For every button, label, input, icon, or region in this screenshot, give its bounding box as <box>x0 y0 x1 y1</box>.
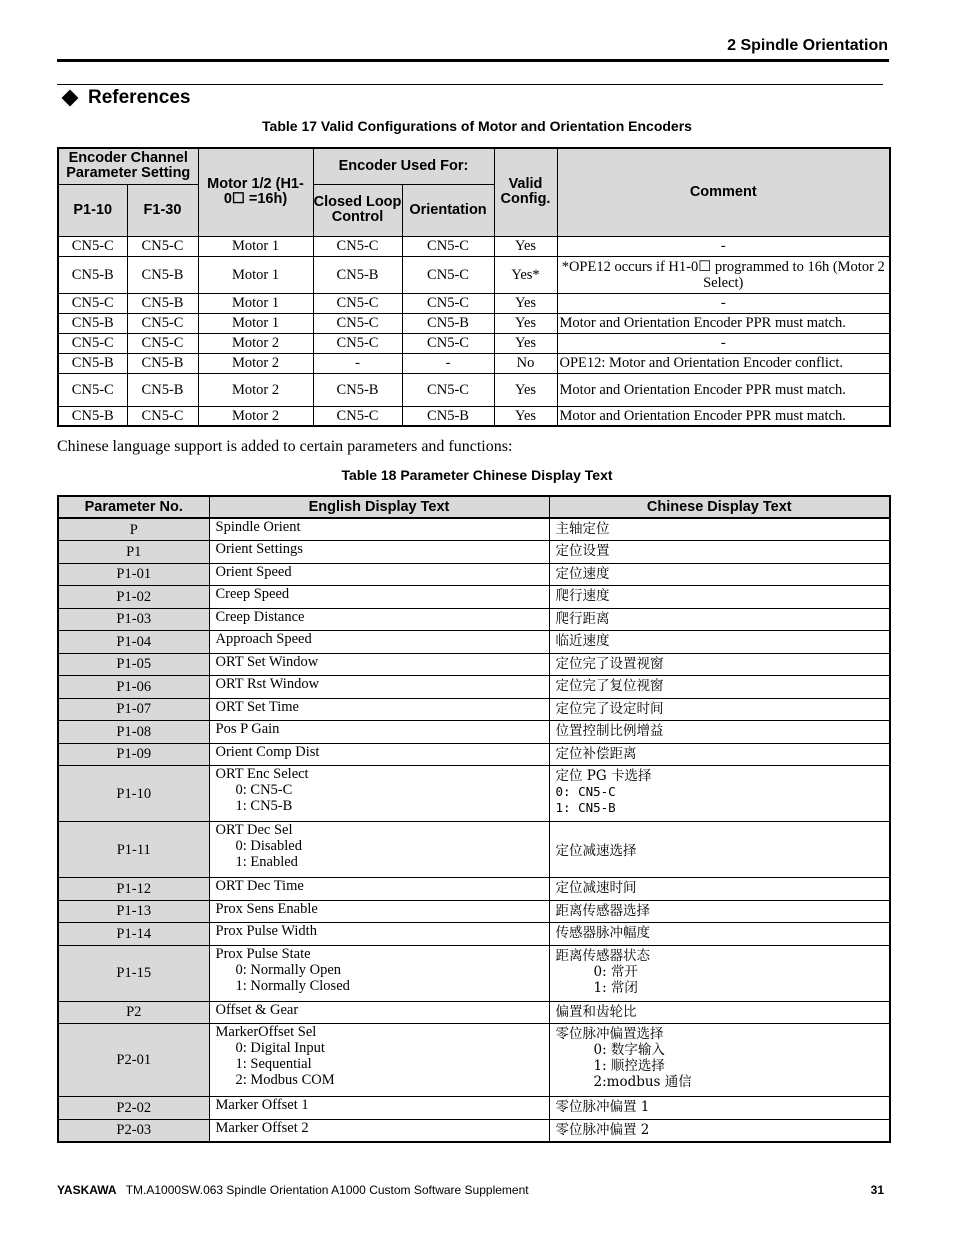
table17-cell-f1-30: CN5-B <box>127 373 198 406</box>
table18-cell-english <box>209 923 549 946</box>
table17-cell-closed-loop: CN5-C <box>313 236 402 256</box>
table18-cell-param: P1-11 <box>58 822 209 878</box>
english-text-line: Spindle Orient <box>215 519 301 535</box>
table17-header-closed-loop: Closed Loop Control <box>313 184 402 236</box>
table18-cell-chinese <box>549 1024 890 1097</box>
table18-cell-english <box>209 822 549 878</box>
chinese-text-line: 位置控制比例增益 <box>555 723 664 739</box>
table17-cell-orientation: CN5-C <box>402 333 494 353</box>
table18-cell-chinese <box>549 721 890 744</box>
table18-cell-param: P2 <box>58 1001 209 1024</box>
chinese-text-line: 爬行距离 <box>555 610 610 627</box>
table-row <box>58 900 890 923</box>
english-text-line: 1: Sequential <box>235 1056 312 1072</box>
table18-cell-chinese <box>549 676 890 699</box>
table17-cell-f1-30: CN5-C <box>127 406 198 426</box>
table-row <box>58 1024 890 1097</box>
table18-cell-chinese <box>549 541 890 564</box>
table-row <box>58 878 890 901</box>
table17-cell-p1-10: CN5-C <box>58 293 127 313</box>
table-row <box>58 373 890 406</box>
table18-cell-param: P1-08 <box>58 721 209 744</box>
english-text-line: Prox Pulse State <box>215 945 311 962</box>
chinese-text-line: 定位减速时间 <box>555 880 637 896</box>
table18-cell-chinese <box>549 1097 890 1120</box>
table17-cell-p1-10: CN5-B <box>58 353 127 373</box>
table18-cell-chinese <box>549 900 890 923</box>
table17-cell-orientation: CN5-C <box>402 373 494 406</box>
english-text-line: 0: Normally Open <box>235 961 342 978</box>
table18-chinese-display-text <box>57 495 891 1143</box>
table18-cell-chinese <box>549 822 890 878</box>
table17-cell-motor: Motor 1 <box>198 293 313 313</box>
footer-doc-title: TM.A1000SW.063 Spindle Orientation A1000 Custom Software Supplement <box>125 1183 529 1197</box>
table-row <box>58 822 890 878</box>
table17-cell-valid: Yes <box>494 406 557 426</box>
table17-cell-motor: Motor 1 <box>198 313 313 333</box>
table18-cell-param: P2-01 <box>58 1024 209 1097</box>
table-row <box>58 256 890 293</box>
table17-cell-motor: Motor 2 <box>198 373 313 406</box>
table18-cell-param: P1-15 <box>58 945 209 1001</box>
table-row <box>58 676 890 699</box>
table18-cell-param: P1-12 <box>58 878 209 901</box>
table17-cell-comment: Motor and Orientation Encoder PPR must match. <box>557 313 890 333</box>
english-text-line: Prox Sens Enable <box>215 900 318 917</box>
table17-cell-motor: Motor 2 <box>198 406 313 426</box>
table17-header-encoder-used-for: Encoder Used For: <box>313 148 494 184</box>
table17-cell-p1-10: CN5-C <box>58 373 127 406</box>
table-row <box>58 541 890 564</box>
english-text-line: Orient Speed <box>215 563 292 580</box>
english-text-line: Pos P Gain <box>215 721 280 737</box>
table18-cell-english <box>209 698 549 721</box>
table17-cell-comment: OPE12: Motor and Orientation Encoder conflict. <box>557 353 890 373</box>
table-row <box>58 766 890 822</box>
table17-header-f1-30: F1-30 <box>127 184 198 236</box>
table17-cell-p1-10: CN5-B <box>58 313 127 333</box>
table17-header-comment: Comment <box>557 148 890 236</box>
table17-cell-comment: *OPE12 occurs if H1-0☐ programmed to 16h (Motor 2 Select) <box>557 256 890 293</box>
table18-cell-english <box>209 945 549 1001</box>
table18-cell-chinese <box>549 631 890 654</box>
english-text-line: Orient Comp Dist <box>215 743 320 760</box>
table17-cell-f1-30: CN5-C <box>127 333 198 353</box>
chinese-text-line: 0: 数字输入 <box>593 1042 665 1058</box>
table18-cell-english <box>209 608 549 631</box>
table18-cell-chinese <box>549 698 890 721</box>
table17-cell-valid: No <box>494 353 557 373</box>
chinese-text-line: 距离传感器选择 <box>555 902 650 919</box>
table17-cell-motor: Motor 2 <box>198 353 313 373</box>
chinese-text-line: 0: 常开 <box>593 963 638 980</box>
intro-paragraph: Chinese language support is added to certain parameters and functions: <box>57 438 513 455</box>
table17-cell-closed-loop: CN5-C <box>313 333 402 353</box>
table18-cell-english <box>209 1097 549 1120</box>
table18-cell-param: P1-07 <box>58 698 209 721</box>
chinese-text-line: 零位脉冲偏置 2 <box>555 1121 650 1138</box>
chinese-text-line: 定位完了设置视窗 <box>555 655 664 672</box>
table17-header-p1-10: P1-10 <box>58 184 127 236</box>
english-text-line: ORT Dec Sel <box>215 822 293 838</box>
table18-cell-chinese <box>549 563 890 586</box>
english-text-line: 1: CN5-B <box>235 798 293 814</box>
table17-header-encoder-channel: Encoder Channel Parameter Setting <box>58 148 198 184</box>
table18-cell-param: P1 <box>58 541 209 564</box>
references-heading <box>61 87 190 109</box>
english-text-line: 0: Disabled <box>235 838 302 854</box>
table18-cell-param: P1-10 <box>58 766 209 822</box>
chinese-text-line: 零位脉冲偏置选择 <box>555 1026 664 1042</box>
table18-cell-param: P1-13 <box>58 900 209 923</box>
table18-cell-chinese <box>549 923 890 946</box>
chinese-text-line: 定位速度 <box>555 565 610 582</box>
table18-cell-param: P1-04 <box>58 631 209 654</box>
table17-cell-comment: - <box>557 236 890 256</box>
table17-cell-valid: Yes* <box>494 256 557 293</box>
chinese-text-line: 0: CN5-C <box>555 784 616 799</box>
table18-caption: Table 18 Parameter Chinese Display Text <box>341 467 613 483</box>
table17-cell-orientation: - <box>402 353 494 373</box>
chinese-text-line: 传感器脉冲幅度 <box>555 925 650 941</box>
table18-cell-english <box>209 743 549 766</box>
chinese-text-line: 1: CN5-B <box>555 800 616 815</box>
table17-cell-f1-30: CN5-B <box>127 256 198 293</box>
footer-brand: YASKAWA <box>57 1183 117 1197</box>
table17-cell-closed-loop: CN5-C <box>313 313 402 333</box>
table18-header-param: Parameter No. <box>58 496 209 518</box>
table18-cell-param: P2-02 <box>58 1097 209 1120</box>
table18-cell-param: P1-09 <box>58 743 209 766</box>
table18-cell-param: P1-02 <box>58 586 209 609</box>
chinese-text-line: 1: 常闭 <box>593 979 638 996</box>
english-text-line: 1: Normally Closed <box>235 977 350 994</box>
header-rule-thin <box>57 84 883 85</box>
table18-cell-chinese <box>549 878 890 901</box>
table18-cell-param: P1-01 <box>58 563 209 586</box>
table18-cell-param: P1-05 <box>58 653 209 676</box>
english-text-line: Orient Settings <box>215 541 303 557</box>
chinese-text-line: 定位完了复位视窗 <box>555 678 664 694</box>
table18-cell-english <box>209 766 549 822</box>
table17-cell-closed-loop: CN5-B <box>313 256 402 293</box>
table17-cell-closed-loop: CN5-C <box>313 406 402 426</box>
english-text-line: Marker Offset 1 <box>215 1097 309 1113</box>
chinese-text-line: 定位完了设定时间 <box>555 700 664 717</box>
english-text-line: 0: CN5-C <box>235 782 293 798</box>
table17-cell-p1-10: CN5-C <box>58 333 127 353</box>
english-text-line: Prox Pulse Width <box>215 923 317 939</box>
table-row <box>58 333 890 353</box>
table-row <box>58 631 890 654</box>
table17-cell-f1-30: CN5-B <box>127 353 198 373</box>
table17-cell-f1-30: CN5-B <box>127 293 198 313</box>
table17-cell-orientation: CN5-C <box>402 293 494 313</box>
table18-cell-chinese <box>549 518 890 541</box>
table18-cell-english <box>209 541 549 564</box>
table17-cell-valid: Yes <box>494 313 557 333</box>
table17-cell-p1-10: CN5-B <box>58 256 127 293</box>
table18-cell-param: P1-14 <box>58 923 209 946</box>
table-row <box>58 653 890 676</box>
english-text-line: Creep Speed <box>215 586 290 602</box>
table17-cell-closed-loop: CN5-B <box>313 373 402 406</box>
chinese-text-line: 1: 顺控选择 <box>593 1058 665 1074</box>
chinese-text-line: 距离传感器状态 <box>555 947 650 964</box>
header-rule-thick <box>57 59 889 62</box>
english-text-line: 2: Modbus COM <box>235 1072 335 1088</box>
chinese-text-line: 偏置和齿轮比 <box>555 1003 637 1020</box>
english-text-line: ORT Enc Select <box>215 766 309 782</box>
table18-cell-english <box>209 1024 549 1097</box>
table17-cell-valid: Yes <box>494 293 557 313</box>
table17-cell-p1-10: CN5-B <box>58 406 127 426</box>
table18-header-row <box>58 496 890 518</box>
table18-cell-english <box>209 721 549 744</box>
table17-header-row-1 <box>58 148 890 184</box>
table-row <box>58 945 890 1001</box>
page-number: 31 <box>870 1183 884 1197</box>
table-row <box>58 293 890 313</box>
table17-cell-valid: Yes <box>494 333 557 353</box>
chinese-text-line: 临近速度 <box>555 633 610 649</box>
diamond-bullet-icon <box>62 90 79 107</box>
chinese-text-line: 定位减速选择 <box>555 842 637 859</box>
table17-cell-comment: - <box>557 333 890 353</box>
english-text-line: Approach Speed <box>215 631 312 647</box>
table18-cell-chinese <box>549 743 890 766</box>
table18-cell-chinese <box>549 766 890 822</box>
table-row <box>58 1097 890 1120</box>
english-text-line: Offset & Gear <box>215 1001 299 1018</box>
english-text-line: ORT Dec Time <box>215 878 304 894</box>
table18-cell-chinese <box>549 653 890 676</box>
table-row <box>58 586 890 609</box>
english-text-line: ORT Set Window <box>215 653 319 670</box>
chinese-text-line: 定位 PG 卡选择 <box>555 768 652 784</box>
chinese-text-line: 定位设置 <box>555 543 610 559</box>
table18-cell-english <box>209 631 549 654</box>
table17-cell-f1-30: CN5-C <box>127 236 198 256</box>
table18-cell-english <box>209 878 549 901</box>
table18-cell-english <box>209 586 549 609</box>
chinese-text-line: 爬行速度 <box>555 588 610 604</box>
table18-cell-param: P <box>58 518 209 541</box>
chinese-text-line: 定位补偿距离 <box>555 745 637 762</box>
table-row <box>58 236 890 256</box>
table-row <box>58 1001 890 1024</box>
table-row <box>58 923 890 946</box>
table17-cell-valid: Yes <box>494 373 557 406</box>
chinese-text-line: 2:modbus 通信 <box>593 1074 692 1090</box>
table17-header-valid: Valid Config. <box>494 148 557 236</box>
table18-cell-english <box>209 900 549 923</box>
table-row <box>58 406 890 426</box>
english-text-line: Creep Distance <box>215 608 305 625</box>
references-heading-text: References <box>88 87 191 108</box>
table17-cell-comment: Motor and Orientation Encoder PPR must match. <box>557 373 890 406</box>
table18-cell-english <box>209 653 549 676</box>
english-text-line: ORT Set Time <box>215 698 299 715</box>
table17-cell-motor: Motor 2 <box>198 333 313 353</box>
table-row <box>58 743 890 766</box>
table18-cell-param: P1-06 <box>58 676 209 699</box>
section-header: 2 Spindle Orientation <box>727 37 888 54</box>
table18-cell-chinese <box>549 586 890 609</box>
english-text-line: ORT Rst Window <box>215 676 320 692</box>
english-text-line: 0: Digital Input <box>235 1040 325 1056</box>
chinese-text-line: 零位脉冲偏置 1 <box>555 1099 650 1115</box>
english-text-line: Marker Offset 2 <box>215 1119 309 1136</box>
table18-header-chinese: Chinese Display Text <box>549 496 890 518</box>
table17-cell-motor: Motor 1 <box>198 236 313 256</box>
table17-cell-closed-loop: CN5-C <box>313 293 402 313</box>
table18-header-english: English Display Text <box>209 496 549 518</box>
table-row <box>58 608 890 631</box>
english-text-line: 1: Enabled <box>235 854 298 870</box>
english-text-line: MarkerOffset Sel <box>215 1024 317 1040</box>
table17-cell-orientation: CN5-B <box>402 406 494 426</box>
table17-encoder-configurations <box>57 147 891 427</box>
table17-cell-motor: Motor 1 <box>198 256 313 293</box>
table18-cell-chinese <box>549 945 890 1001</box>
table17-cell-valid: Yes <box>494 236 557 256</box>
page-footer <box>57 1183 884 1197</box>
table-row <box>58 698 890 721</box>
table17-cell-orientation: CN5-C <box>402 236 494 256</box>
table18-cell-chinese <box>549 1001 890 1024</box>
table17-cell-comment: Motor and Orientation Encoder PPR must match. <box>557 406 890 426</box>
table17-cell-orientation: CN5-C <box>402 256 494 293</box>
table17-cell-p1-10: CN5-C <box>58 236 127 256</box>
table-row <box>58 313 890 333</box>
table-row <box>58 563 890 586</box>
table18-cell-param: P2-03 <box>58 1119 209 1142</box>
table18-cell-english <box>209 1001 549 1024</box>
table17-cell-comment: - <box>557 293 890 313</box>
table18-cell-chinese <box>549 1119 890 1142</box>
table-row <box>58 1119 890 1142</box>
table18-cell-english <box>209 518 549 541</box>
table18-cell-chinese <box>549 608 890 631</box>
table18-cell-english <box>209 676 549 699</box>
table17-cell-orientation: CN5-B <box>402 313 494 333</box>
chinese-text-line: 主轴定位 <box>555 521 610 537</box>
table17-header-orientation: Orientation <box>402 184 494 236</box>
table-row <box>58 353 890 373</box>
table17-cell-closed-loop: - <box>313 353 402 373</box>
table18-cell-english <box>209 1119 549 1142</box>
table-row <box>58 721 890 744</box>
table17-caption: Table 17 Valid Configurations of Motor and Orientation Encoders <box>262 118 692 134</box>
table17-cell-f1-30: CN5-C <box>127 313 198 333</box>
table18-cell-english <box>209 563 549 586</box>
table17-header-motor: Motor 1/2 (H1-0☐ =16h) <box>198 148 313 236</box>
table18-cell-param: P1-03 <box>58 608 209 631</box>
table-row <box>58 518 890 541</box>
